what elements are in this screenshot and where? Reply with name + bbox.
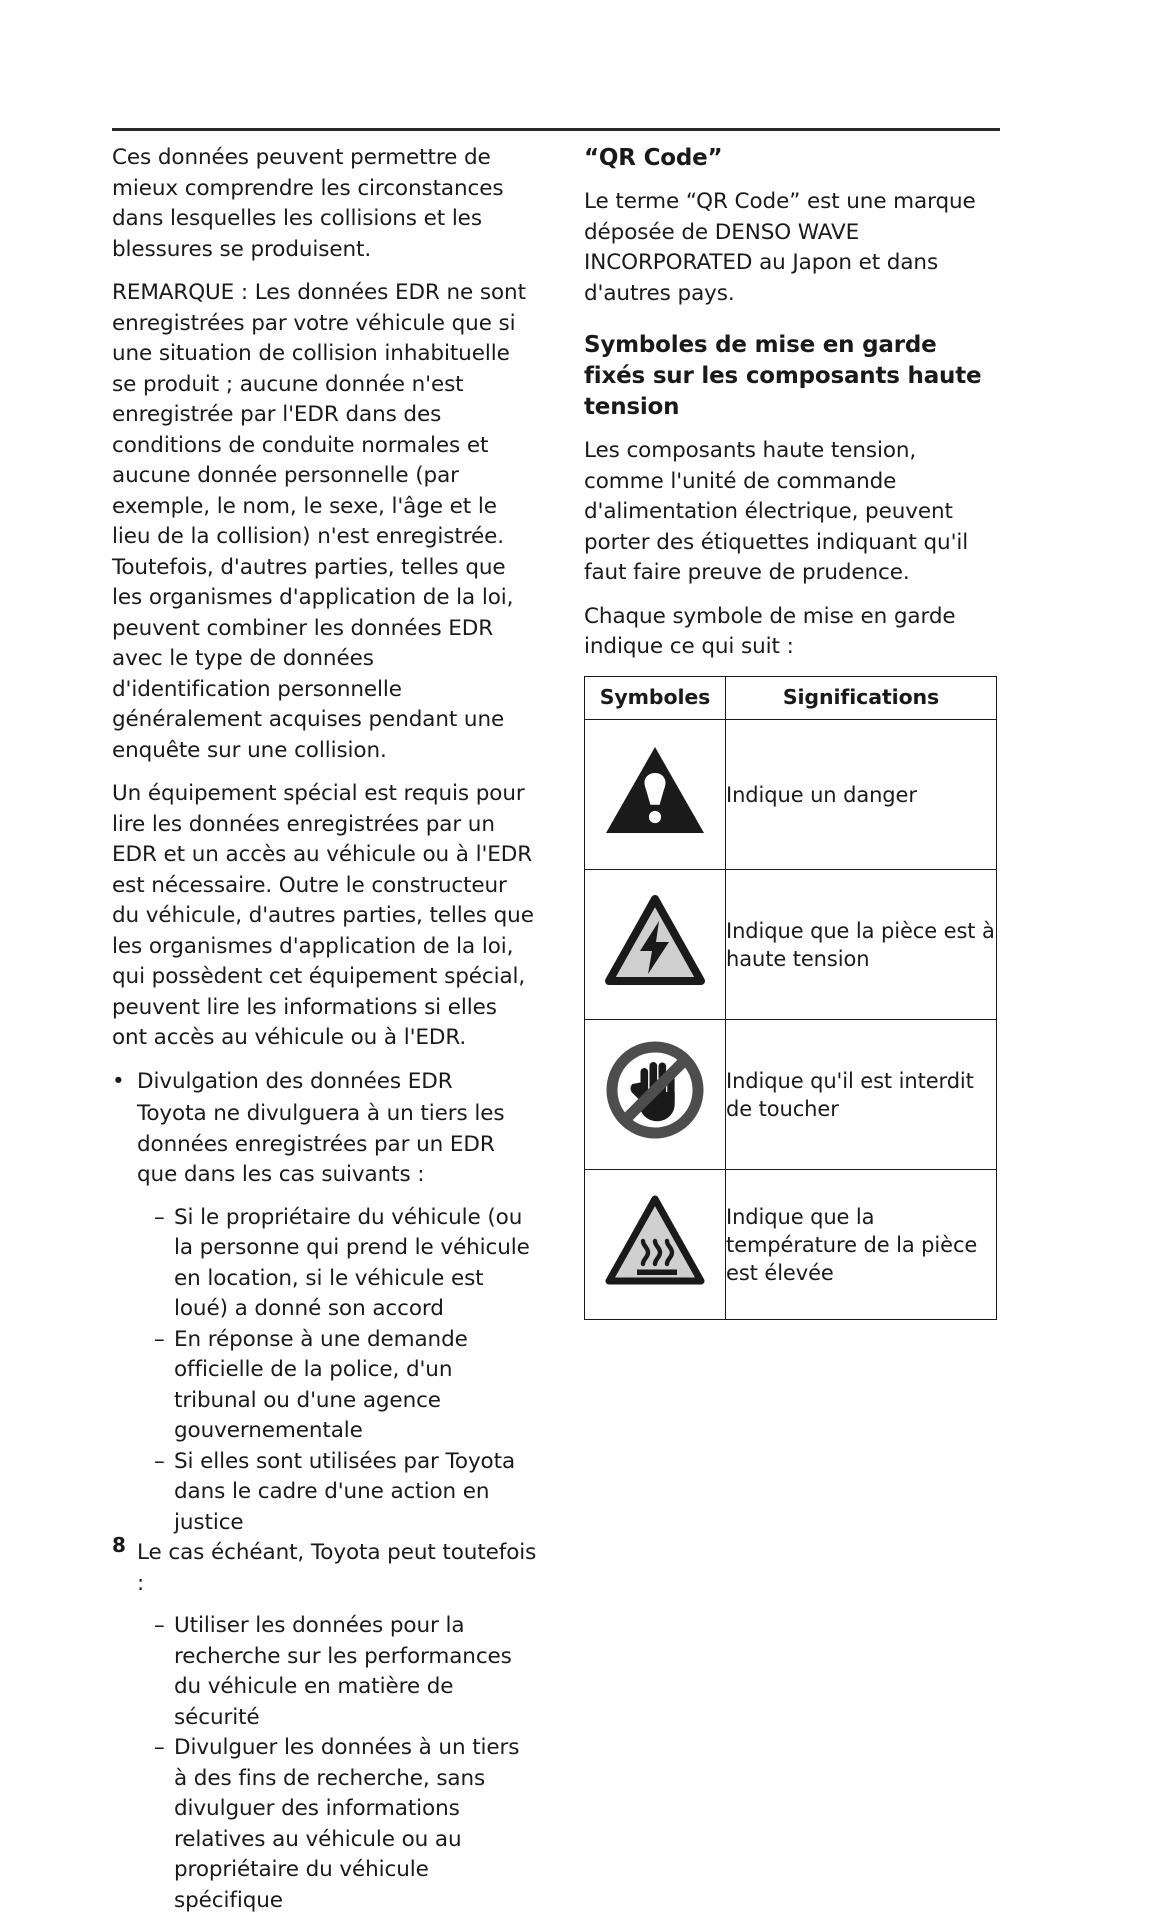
table-row bbox=[585, 1170, 997, 1320]
bullet-item-disclosure bbox=[112, 1067, 537, 1098]
list-item-text: En réponse à une demande officielle de la police, d'un tribunal ou d'une agence gouvernementale bbox=[174, 1326, 468, 1443]
list-item-text: Si le propriétaire du véhicule (ou la personne qui prend le véhicule en location, si le véhicule est loué) a donné son accord bbox=[174, 1204, 530, 1321]
list-item bbox=[154, 1325, 537, 1447]
header-rule bbox=[112, 128, 1000, 131]
high-voltage-lightning-triangle-icon bbox=[604, 894, 706, 986]
disclosure-intro-block bbox=[137, 1099, 537, 1191]
right-column bbox=[584, 143, 1000, 1320]
paragraph-symbol-meaning-intro: Chaque symbole de mise en garde indique ce qui suit : bbox=[584, 603, 956, 659]
meaning-cell-high-voltage: Indique que la pièce est à haute tension bbox=[726, 870, 997, 1020]
table-row bbox=[585, 1020, 997, 1170]
list-item bbox=[154, 1611, 537, 1733]
dash-marker-icon: – bbox=[154, 1735, 165, 1760]
paragraph-disclosure-intro: Toyota ne divulguera à un tiers les données enregistrées par un EDR que dans les cas suivants : bbox=[137, 1101, 505, 1187]
heading-high-voltage-symbols: Symboles de mise en garde fixés sur les composants haute tension bbox=[584, 332, 982, 420]
heading-qr-code: “QR Code” bbox=[584, 145, 723, 171]
column-header-meanings: Significations bbox=[726, 676, 997, 720]
warning-triangle-exclamation-icon bbox=[603, 744, 707, 836]
bullet-marker-icon: • bbox=[112, 1068, 125, 1094]
column-header-symbols: Symboles bbox=[585, 676, 726, 720]
left-column bbox=[112, 143, 537, 1916]
meaning-cell-no-touching: Indique qu'il est interdit de toucher bbox=[726, 1020, 997, 1170]
list-item-text: Si elles sont utilisées par Toyota dans le cadre d'une action en justice bbox=[174, 1448, 516, 1535]
paragraph-qr-code-trademark: Le terme “QR Code” est une marque déposée de DENSO WAVE INCORPORATED au Japon et dans d'autres pays. bbox=[584, 189, 976, 306]
disclosure-outro-block bbox=[137, 1538, 537, 1599]
symbol-cell-high-voltage bbox=[585, 870, 726, 1020]
list-item bbox=[154, 1203, 537, 1325]
list-item bbox=[154, 1733, 537, 1916]
warning-symbols-table bbox=[584, 676, 997, 1321]
dash-marker-icon: – bbox=[154, 1448, 165, 1474]
table-row bbox=[585, 720, 997, 870]
symbol-cell-no-touching bbox=[585, 1020, 726, 1170]
meaning-cell-hot-surface: Indique que la température de la pièce est élevée bbox=[726, 1170, 997, 1320]
no-touching-hand-prohibition-icon bbox=[605, 1040, 705, 1140]
symbol-cell-danger bbox=[585, 720, 726, 870]
paragraph-edr-remark: REMARQUE : Les données EDR ne sont enregistrées par votre véhicule que si une situation de collision inhabituelle se produit ; aucune donnée n'est enregistrée par l'EDR dans des conditions de conduite normales et aucune donnée personnelle (par exemple, le nom, le sexe, l'âge et le lieu de la collision) n'est enregistrée. Toutefois, d'autres parties, telles que les organismes d'application de la loi, peuvent combiner les données EDR avec le type de données d'identification personnelle généralement acquises pendant une enquête sur une collision. bbox=[112, 280, 526, 763]
meaning-cell-danger: Indique un danger bbox=[726, 720, 997, 870]
page-number: 8 bbox=[112, 1533, 126, 1557]
table-row bbox=[585, 870, 997, 1020]
table-header-row bbox=[585, 676, 997, 720]
list-item-text: Utiliser les données pour la recherche sur les performances du véhicule en matière de sécurité bbox=[174, 1613, 512, 1730]
dash-marker-icon: – bbox=[154, 1326, 165, 1352]
paragraph-data-understanding: Ces données peuvent permettre de mieux comprendre les circonstances dans lesquelles les collisions et les blessures se produisent. bbox=[112, 145, 504, 262]
paragraph-special-equipment: Un équipement spécial est requis pour lire les données enregistrées par un EDR et un accès au véhicule ou à l'EDR est nécessaire. Outre le constructeur du véhicule, d'autres parties, telles que les organismes d'application de la loi, qui possèdent cet équipement spécial, peuvent lire les informations si elles ont accès au véhicule ou à l'EDR. bbox=[112, 781, 534, 1050]
paragraph-disclosure-outro: Le cas échéant, Toyota peut toutefois : bbox=[137, 1540, 537, 1596]
paragraph-high-voltage-components: Les composants haute tension, comme l'unité de commande d'alimentation électrique, peuvent porter des étiquettes indiquant qu'il faut faire preuve de prudence. bbox=[584, 438, 969, 585]
dash-marker-icon: – bbox=[154, 1204, 165, 1230]
list-item bbox=[154, 1447, 537, 1539]
list-item-text: Divulguer les données à un tiers à des fins de recherche, sans divulguer des informations relatives au véhicule ou au propriétaire du véhicule spécifique bbox=[174, 1735, 520, 1913]
symbol-cell-hot-surface bbox=[585, 1170, 726, 1320]
bullet-label-disclosure: Divulgation des données EDR bbox=[137, 1068, 453, 1094]
hot-surface-triangle-icon bbox=[604, 1194, 706, 1286]
dash-marker-icon: – bbox=[154, 1613, 165, 1638]
